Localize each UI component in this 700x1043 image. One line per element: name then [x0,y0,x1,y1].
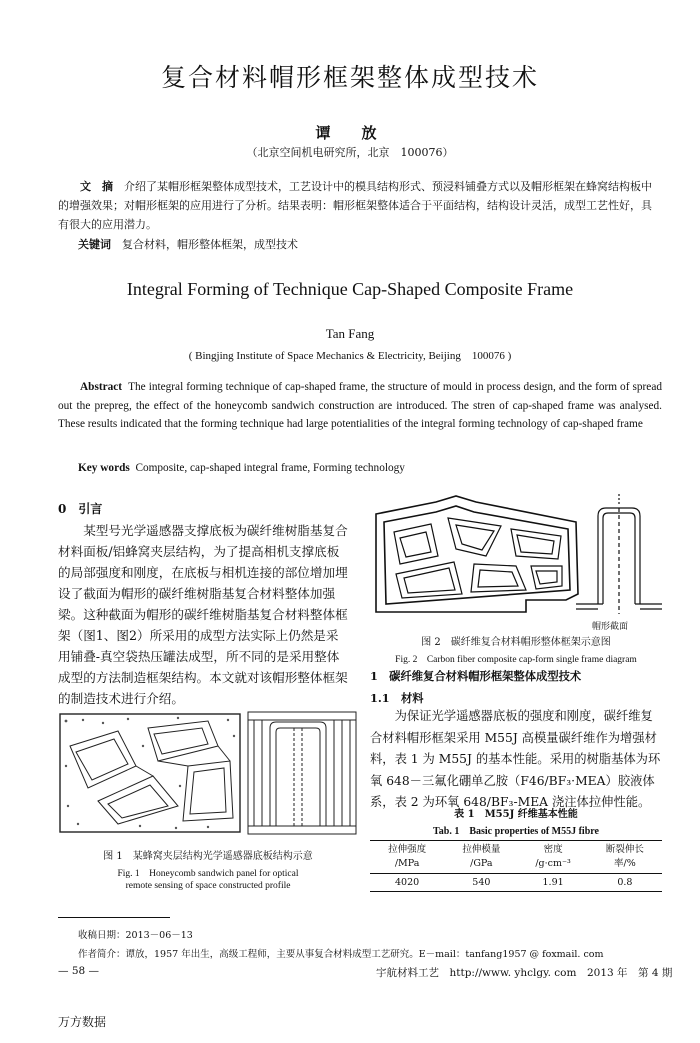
abstract-en [58,378,662,434]
author-en: Tan Fang [325,326,375,341]
keywords-cn [78,236,662,252]
title-cn: 复合材料帽形框架整体成型技术 [160,63,539,92]
author-cn: 谭 放 [315,124,385,142]
table-1-title-en: Tab. 1 Basic properties of M55J fibre [433,826,599,837]
keywords-cn-label: 关键词 [78,238,111,251]
keywords-en-text: Composite, cap-shaped integral frame, Forming technology [135,462,405,474]
intro-paragraph: 某型号光学遥感器支撑底板为碳纤维树脂基复合材料面板/铝蜂窝夹层结构，为了提高相机支撑底板的局部强度和刚度，在底板与相机连接的部位增加埋设了截面为帽形的碳纤维树脂基复合材料整体加强梁。这种截面为帽形的碳纤维树脂基复合材料整体框架（图1、图2）所采用的成型方法实际上仍然是采用铺叠-真空袋热压罐法成型，所不同的是采用整体成型的方法制造框架结构。本文就对该帽形整体框架的制造技术进行介绍。 [58,523,348,706]
table-1-header-row [370,841,662,874]
figure-2-section-label: 帽形截面 [592,622,629,632]
keywords-cn-text: 复合材料，帽形整体框架，成型技术 [122,238,298,251]
affiliation-en: ( Bingjing Institute of Space Mechanics & Electricity, Beijing 100076 ) [188,350,512,362]
footnote-rule [58,917,170,918]
figure-1-caption-en-line2: remote sensing of space constructed profile [125,881,291,891]
watermark-text: 万方数据 [58,1015,107,1029]
figure-2 [366,494,666,626]
page-number: — 58 — [58,965,100,977]
keywords-en-label: Key words [78,462,130,474]
section-1-1-heading: 1.1 材料 [370,691,424,705]
table-cell: 4020 [395,877,420,888]
table-row [370,874,662,892]
journal-info: 宇航材料工艺 http://www. yhclgy. com 2013 年 第 4 期 [376,967,673,979]
abstract-cn [58,177,662,234]
abstract-en-text: The integral forming technique of cap-shaped frame, the structure of mould in process design, and the form of spread out the prepreg, the effect of the honeycomb sandwich construction are introduced. The stren of cap-shaped frame was analysed. These results indicated that the forming technique had large potentialities of the integral forming technology of cap-shaped frame [58,381,662,430]
table-1 [370,840,662,892]
cap-frame-drawing [366,494,666,626]
table-cell: 0.8 [617,877,633,888]
table-1-header-elongation: 断裂伸长 率/% [605,844,644,869]
materials-paragraph: 为保证光学遥感器底板的强度和刚度，碳纤维复合材料帽形框架采用 M55J 高模量碳纤维作为增强材料，表 1 为 M55J 的基本性能。采用的树脂基体为环氧 648－三氟化硼单乙胺（F46/BF₃·MEA）胶液体系，表 2 为环氧 648/BF₃-MEA 浇注体拉伸性能。 [370,709,661,809]
abstract-cn-label: 文 摘 [80,180,113,193]
table-1-header-tensile-modulus: 拉伸模量 /GPa [462,844,501,869]
table-1-header-tensile-strength: 拉伸强度 /MPa [388,844,427,869]
keywords-en [78,462,662,474]
figure-1-caption-cn: 图 1 某蜂窝夹层结构光学遥感器底板结构示意 [103,851,313,862]
table-1-header-density: 密度 /g·cm⁻³ [535,844,571,869]
section-0-heading: 0 引言 [58,502,103,516]
honeycomb-panel-drawing [58,706,358,841]
table-1-title-cn: 表 1 M55J 纤维基本性能 [454,809,578,820]
figure-1-caption-en-line1: Fig. 1 Honeycomb sandwich panel for optical [117,869,299,879]
abstract-cn-text: 介绍了某帽形框架整体成型技术，工艺设计中的模具结构形式、预浸料铺叠方式以及帽形框架在蜂窝结构板中的增强效果；对帽形框架的应用进行了分析。结果表明：帽形框架整体适合于平面结构，结构设计灵活，成型工艺性好，具有很大的应用潜力。 [58,180,652,231]
title-en: Integral Forming of Technique Cap-Shaped Composite Frame [126,279,574,299]
affiliation-cn: （北京空间机电研究所，北京 100076） [246,146,454,159]
table-cell: 540 [472,877,491,888]
footnote-author: 作者简介：谭放，1957 年出生，高级工程师，主要从事复合材料成型工艺研究。E－mail：tanfang1957 @ foxmail. com [78,949,604,960]
section-1-heading: 1 碳纤维复合材料帽形框架整体成型技术 [370,669,582,683]
abstract-en-label: Abstract [80,381,123,393]
figure-1 [58,706,358,841]
figure-2-caption-cn: 图 2 碳纤维复合材料帽形整体框架示意图 [421,637,611,648]
figure-2-caption-en: Fig. 2 Carbon fiber composite cap-form single frame diagram [395,655,637,665]
footnote-received: 收稿日期：2013－06－13 [78,930,193,941]
table-cell: 1.91 [542,877,564,888]
